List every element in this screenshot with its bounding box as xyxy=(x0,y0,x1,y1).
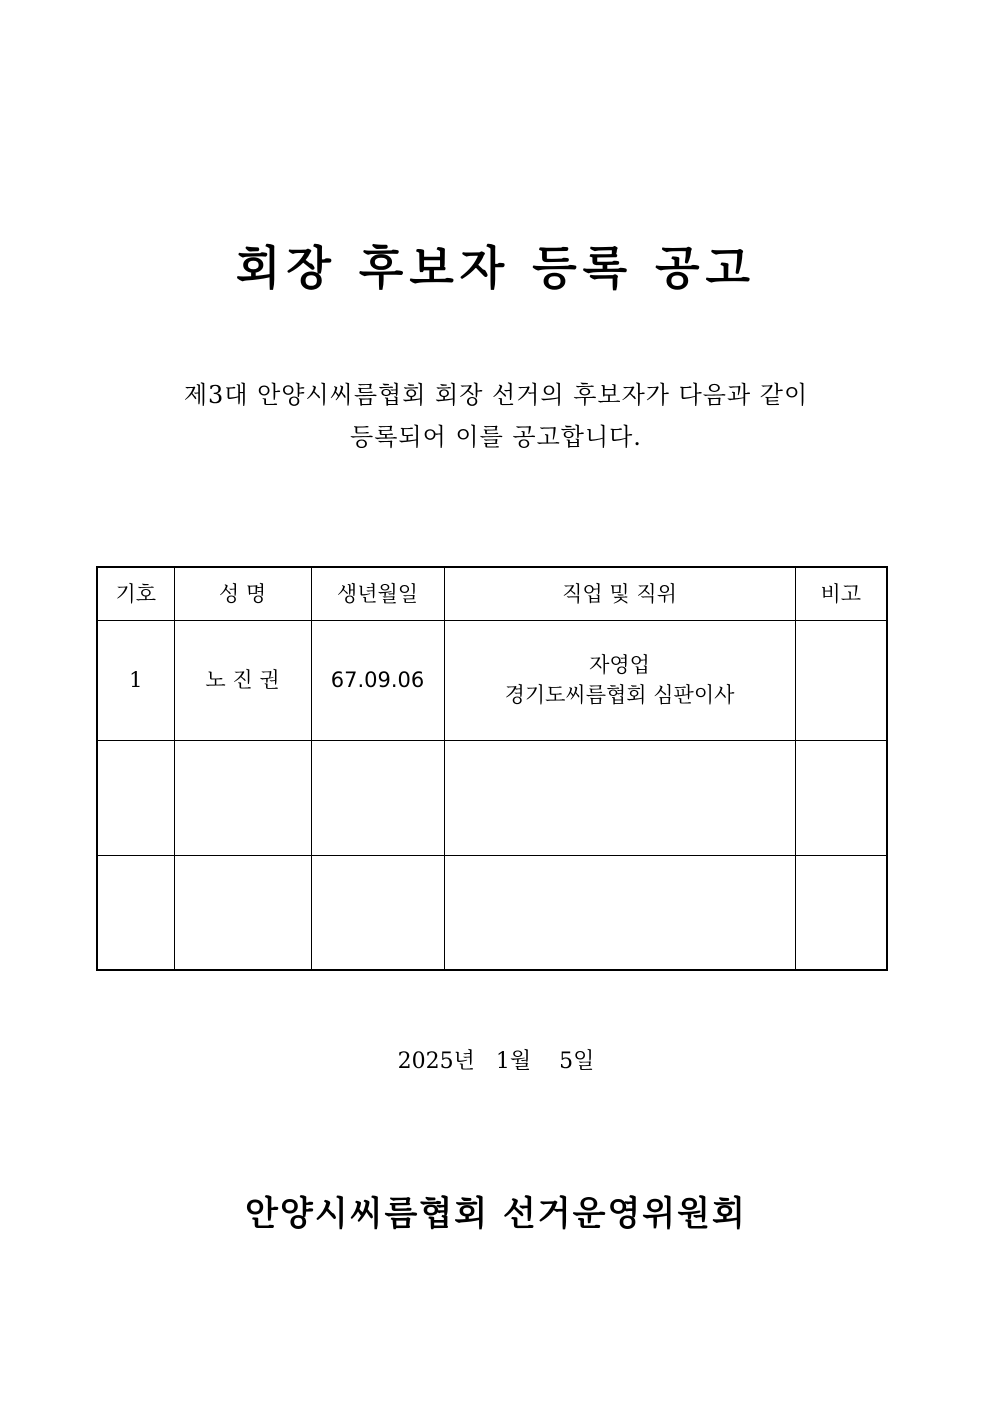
cell-empty xyxy=(174,855,311,970)
cell-empty xyxy=(795,855,887,970)
cell-empty xyxy=(311,855,444,970)
cell-empty xyxy=(97,740,174,855)
intro-paragraph xyxy=(0,374,992,458)
announcement-date: 2025년 1월 5일 xyxy=(397,1049,595,1074)
cell-number: 1 xyxy=(97,620,174,740)
cell-empty xyxy=(444,740,795,855)
table-row-empty xyxy=(97,740,887,855)
cell-name: 노 진 권 xyxy=(174,620,311,740)
cell-empty xyxy=(174,740,311,855)
header-birthdate: 생년월일 xyxy=(311,567,444,620)
cell-remarks xyxy=(795,620,887,740)
header-name: 성 명 xyxy=(174,567,311,620)
intro-line-2: 등록되어 이를 공고합니다. xyxy=(350,423,642,451)
candidate-table xyxy=(96,566,888,971)
issuer-signature: 안양시씨름협회 선거운영위원회 xyxy=(245,1194,747,1234)
cell-empty xyxy=(97,855,174,970)
table-row-empty xyxy=(97,855,887,970)
header-number: 기호 xyxy=(97,567,174,620)
cell-empty xyxy=(444,855,795,970)
occupation-line-1: 자영업 xyxy=(589,653,650,677)
cell-occupation xyxy=(444,620,795,740)
header-occupation: 직업 및 직위 xyxy=(444,567,795,620)
occupation-line-2: 경기도씨름협회 심판이사 xyxy=(504,683,735,707)
cell-empty xyxy=(795,740,887,855)
table-header-row xyxy=(97,567,887,620)
header-remarks: 비고 xyxy=(795,567,887,620)
cell-birthdate: 67.09.06 xyxy=(311,620,444,740)
table-row xyxy=(97,620,887,740)
page-title: 회장 후보자 등록 공고 xyxy=(236,241,756,295)
intro-line-1: 제3대 안양시씨름협회 회장 선거의 후보자가 다음과 같이 xyxy=(183,381,809,409)
cell-empty xyxy=(311,740,444,855)
